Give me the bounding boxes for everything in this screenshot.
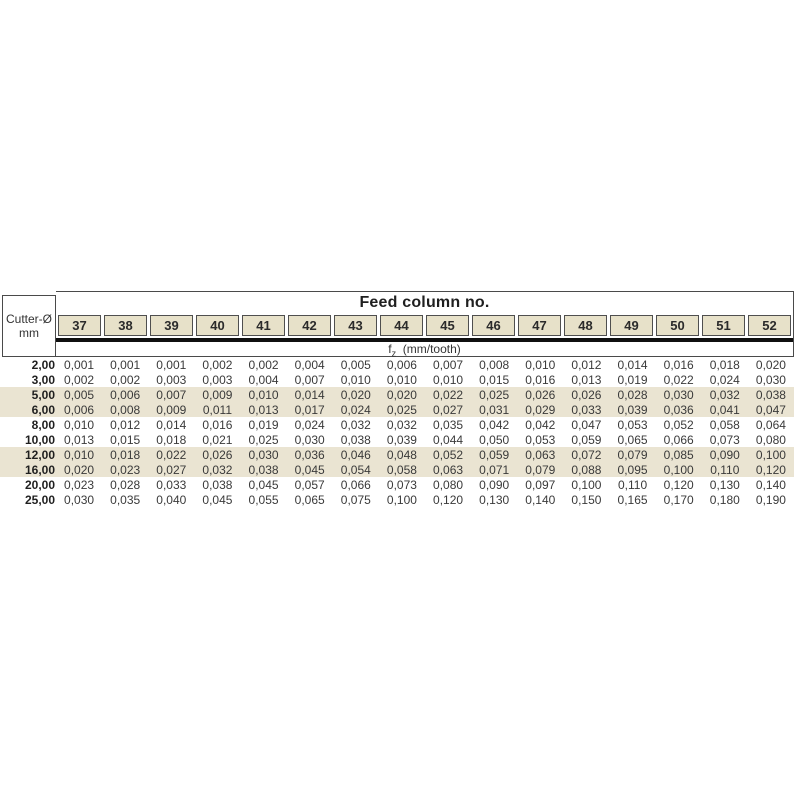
value-cell: 0,025 [479, 387, 510, 402]
value-cell: 0,130 [479, 492, 510, 507]
value-cell: 0,039 [386, 432, 417, 447]
value-cell: 0,066 [663, 432, 694, 447]
row-values [56, 478, 794, 492]
column-header-43: 43 [334, 315, 377, 336]
row-values [56, 403, 794, 417]
row-values [56, 388, 794, 402]
value-cell: 0,038 [755, 387, 786, 402]
value-cell: 0,110 [617, 477, 648, 492]
value-cell: 0,044 [433, 432, 464, 447]
column-headers-row [56, 314, 793, 338]
table-row [0, 462, 794, 477]
value-cell: 0,009 [202, 387, 233, 402]
value-cell: 0,030 [294, 432, 325, 447]
value-cell: 0,053 [525, 432, 556, 447]
value-cell: 0,022 [663, 372, 694, 387]
value-cell: 0,080 [755, 432, 786, 447]
row-values [56, 448, 794, 462]
value-cell: 0,120 [663, 477, 694, 492]
value-cell: 0,065 [294, 492, 325, 507]
value-cell: 0,009 [156, 402, 187, 417]
value-cell: 0,079 [617, 447, 648, 462]
value-cell: 0,016 [202, 417, 233, 432]
value-cell: 0,055 [248, 492, 279, 507]
value-cell: 0,029 [525, 402, 556, 417]
value-cell: 0,004 [248, 372, 279, 387]
value-cell: 0,010 [248, 387, 279, 402]
value-cell: 0,003 [202, 372, 233, 387]
value-cell: 0,033 [571, 402, 602, 417]
table-row [0, 477, 794, 492]
value-cell: 0,047 [755, 402, 786, 417]
row-label: 5,00 [31, 387, 55, 402]
value-cell: 0,031 [479, 402, 510, 417]
value-cell: 0,017 [294, 402, 325, 417]
value-cell: 0,042 [525, 417, 556, 432]
value-cell: 0,080 [433, 477, 464, 492]
value-cell: 0,020 [755, 357, 786, 372]
value-cell: 0,010 [386, 372, 417, 387]
value-cell: 0,015 [479, 372, 510, 387]
value-cell: 0,018 [156, 432, 187, 447]
value-cell: 0,024 [294, 417, 325, 432]
value-cell: 0,023 [64, 477, 95, 492]
value-cell: 0,045 [248, 477, 279, 492]
value-cell: 0,140 [755, 477, 786, 492]
value-cell: 0,002 [64, 372, 95, 387]
value-cell: 0,073 [709, 432, 740, 447]
value-cell: 0,038 [202, 477, 233, 492]
value-cell: 0,100 [663, 462, 694, 477]
value-cell: 0,071 [479, 462, 510, 477]
value-cell: 0,063 [525, 447, 556, 462]
column-header-51: 51 [702, 315, 745, 336]
value-cell: 0,001 [64, 357, 95, 372]
value-cell: 0,008 [110, 402, 141, 417]
value-cell: 0,001 [110, 357, 141, 372]
value-cell: 0,028 [617, 387, 648, 402]
column-header-52: 52 [748, 315, 791, 336]
value-cell: 0,130 [709, 477, 740, 492]
value-cell: 0,015 [110, 432, 141, 447]
value-cell: 0,035 [110, 492, 141, 507]
row-label: 2,00 [31, 357, 55, 372]
value-cell: 0,004 [294, 357, 325, 372]
value-cell: 0,150 [571, 492, 602, 507]
value-cell: 0,006 [64, 402, 95, 417]
row-values [56, 358, 794, 372]
value-cell: 0,027 [156, 462, 187, 477]
row-label: 16,00 [24, 462, 55, 477]
value-cell: 0,165 [617, 492, 648, 507]
value-cell: 0,002 [248, 357, 279, 372]
value-cell: 0,120 [755, 462, 786, 477]
value-cell: 0,005 [64, 387, 95, 402]
row-values [56, 463, 794, 477]
value-cell: 0,013 [248, 402, 279, 417]
value-cell: 0,006 [386, 357, 417, 372]
value-cell: 0,012 [571, 357, 602, 372]
value-cell: 0,038 [340, 432, 371, 447]
value-cell: 0,190 [755, 492, 786, 507]
value-cell: 0,010 [433, 372, 464, 387]
table-row [0, 402, 794, 417]
row-label: 6,00 [31, 402, 55, 417]
value-cell: 0,013 [571, 372, 602, 387]
table-header [2, 291, 794, 357]
value-cell: 0,023 [110, 462, 141, 477]
value-cell: 0,026 [571, 387, 602, 402]
value-cell: 0,090 [479, 477, 510, 492]
value-cell: 0,027 [433, 402, 464, 417]
table-row [0, 492, 794, 507]
table-title: Feed column no. [359, 294, 490, 311]
column-header-40: 40 [196, 315, 239, 336]
row-values [56, 433, 794, 447]
table-row [0, 447, 794, 462]
value-cell: 0,010 [64, 447, 95, 462]
column-header-49: 49 [610, 315, 653, 336]
value-cell: 0,057 [294, 477, 325, 492]
value-cell: 0,030 [663, 387, 694, 402]
value-cell: 0,019 [617, 372, 648, 387]
value-cell: 0,036 [663, 402, 694, 417]
row-label: 10,00 [24, 432, 55, 447]
value-cell: 0,014 [156, 417, 187, 432]
row-header-line2: mm [19, 326, 39, 340]
value-cell: 0,050 [479, 432, 510, 447]
value-cell: 0,059 [571, 432, 602, 447]
column-header-44: 44 [380, 315, 423, 336]
value-cell: 0,042 [479, 417, 510, 432]
value-cell: 0,052 [663, 417, 694, 432]
column-header-47: 47 [518, 315, 561, 336]
value-cell: 0,079 [525, 462, 556, 477]
table-row [0, 417, 794, 432]
value-cell: 0,022 [156, 447, 187, 462]
value-cell: 0,012 [110, 417, 141, 432]
value-cell: 0,035 [433, 417, 464, 432]
header-block [56, 291, 794, 357]
value-cell: 0,016 [525, 372, 556, 387]
value-cell: 0,063 [433, 462, 464, 477]
value-cell: 0,030 [248, 447, 279, 462]
value-cell: 0,100 [755, 447, 786, 462]
row-label: 25,00 [24, 492, 55, 507]
value-cell: 0,010 [340, 372, 371, 387]
value-cell: 0,048 [386, 447, 417, 462]
value-cell: 0,014 [617, 357, 648, 372]
value-cell: 0,024 [340, 402, 371, 417]
value-cell: 0,064 [755, 417, 786, 432]
value-cell: 0,054 [340, 462, 371, 477]
column-header-41: 41 [242, 315, 285, 336]
value-cell: 0,075 [340, 492, 371, 507]
value-cell: 0,024 [709, 372, 740, 387]
value-cell: 0,032 [386, 417, 417, 432]
fz-symbol: $f_z$ [388, 342, 397, 359]
value-cell: 0,014 [294, 387, 325, 402]
value-cell: 0,020 [64, 462, 95, 477]
row-values [56, 493, 794, 507]
row-header-cell [2, 295, 56, 357]
value-cell: 0,030 [755, 372, 786, 387]
value-cell: 0,022 [433, 387, 464, 402]
value-cell: 0,003 [156, 372, 187, 387]
value-cell: 0,032 [202, 462, 233, 477]
value-cell: 0,007 [294, 372, 325, 387]
value-cell: 0,020 [386, 387, 417, 402]
value-cell: 0,010 [525, 357, 556, 372]
column-header-50: 50 [656, 315, 699, 336]
value-cell: 0,058 [709, 417, 740, 432]
row-values [56, 373, 794, 387]
value-cell: 0,053 [617, 417, 648, 432]
row-label: 12,00 [24, 447, 55, 462]
value-cell: 0,013 [64, 432, 95, 447]
unit-row [56, 342, 793, 359]
value-cell: 0,011 [202, 402, 232, 417]
value-cell: 0,010 [64, 417, 95, 432]
value-cell: 0,140 [525, 492, 556, 507]
value-cell: 0,047 [571, 417, 602, 432]
row-header-line1: Cutter-Ø [5, 311, 52, 326]
value-cell: 0,110 [710, 462, 740, 477]
column-header-48: 48 [564, 315, 607, 336]
row-label: 20,00 [24, 477, 55, 492]
table-row [0, 432, 794, 447]
value-cell: 0,036 [294, 447, 325, 462]
value-cell: 0,170 [663, 492, 694, 507]
value-cell: 0,038 [248, 462, 279, 477]
value-cell: 0,058 [386, 462, 417, 477]
value-cell: 0,018 [709, 357, 740, 372]
value-cell: 0,120 [433, 492, 464, 507]
value-cell: 0,090 [709, 447, 740, 462]
value-cell: 0,045 [202, 492, 233, 507]
row-values [56, 418, 794, 432]
value-cell: 0,088 [571, 462, 602, 477]
value-cell: 0,033 [156, 477, 187, 492]
value-cell: 0,007 [156, 387, 187, 402]
column-header-39: 39 [150, 315, 193, 336]
value-cell: 0,072 [571, 447, 602, 462]
value-cell: 0,002 [110, 372, 141, 387]
row-label: 8,00 [31, 417, 55, 432]
value-cell: 0,019 [248, 417, 279, 432]
value-cell: 0,021 [202, 432, 233, 447]
feed-table [0, 291, 794, 507]
value-cell: 0,100 [386, 492, 417, 507]
table-body [0, 357, 794, 507]
value-cell: 0,008 [479, 357, 510, 372]
value-cell: 0,026 [525, 387, 556, 402]
table-row [0, 372, 794, 387]
value-cell: 0,030 [64, 492, 95, 507]
value-cell: 0,097 [525, 477, 556, 492]
value-cell: 0,066 [340, 477, 371, 492]
row-label: 3,00 [31, 372, 55, 387]
table-row [0, 387, 794, 402]
value-cell: 0,025 [248, 432, 279, 447]
value-cell: 0,026 [202, 447, 233, 462]
value-cell: 0,039 [617, 402, 648, 417]
value-cell: 0,006 [110, 387, 141, 402]
value-cell: 0,045 [294, 462, 325, 477]
value-cell: 0,180 [709, 492, 740, 507]
value-cell: 0,025 [386, 402, 417, 417]
column-header-38: 38 [104, 315, 147, 336]
value-cell: 0,028 [110, 477, 141, 492]
value-cell: 0,095 [617, 462, 648, 477]
value-cell: 0,007 [433, 357, 464, 372]
value-cell: 0,032 [709, 387, 740, 402]
value-cell: 0,041 [709, 402, 740, 417]
column-header-46: 46 [472, 315, 515, 336]
value-cell: 0,052 [433, 447, 464, 462]
column-header-37: 37 [58, 315, 101, 336]
value-cell: 0,032 [340, 417, 371, 432]
column-header-45: 45 [426, 315, 469, 336]
value-cell: 0,002 [202, 357, 233, 372]
value-cell: 0,001 [156, 357, 187, 372]
table-row [0, 357, 794, 372]
value-cell: 0,059 [479, 447, 510, 462]
value-cell: 0,065 [617, 432, 648, 447]
column-header-42: 42 [288, 315, 331, 336]
value-cell: 0,018 [110, 447, 141, 462]
value-cell: 0,085 [663, 447, 694, 462]
value-cell: 0,040 [156, 492, 187, 507]
value-cell: 0,073 [386, 477, 417, 492]
value-cell: 0,100 [571, 477, 602, 492]
value-cell: 0,046 [340, 447, 371, 462]
value-cell: 0,016 [663, 357, 694, 372]
fz-unit: (mm/tooth) [402, 342, 461, 356]
value-cell: 0,020 [340, 387, 371, 402]
value-cell: 0,005 [340, 357, 371, 372]
